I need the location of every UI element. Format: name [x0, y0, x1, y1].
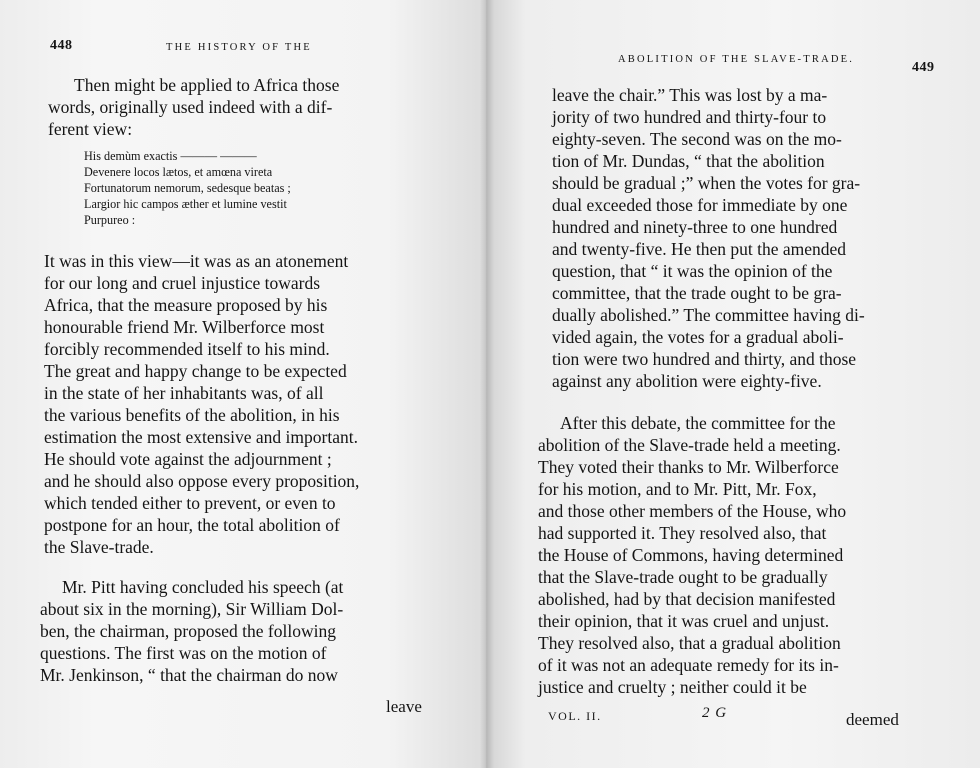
- right-catchword: deemed: [846, 710, 899, 729]
- text-line: They resolved also, that a gradual abolition: [538, 633, 841, 653]
- verse-line: Fortunatorum nemorum, sedesque beatas ;: [84, 181, 291, 195]
- text-line: questions. The first was on the motion of: [40, 643, 327, 663]
- text-line: abolished, had by that decision manifested: [538, 589, 836, 609]
- text-line: After this debate, the committee for the: [560, 413, 836, 433]
- verse-line: Largior hic campos æther et lumine vestit: [84, 197, 287, 211]
- right-running-head: ABOLITION OF THE SLAVE-TRADE.: [618, 54, 855, 65]
- left-page-number: 448: [50, 38, 73, 53]
- text-line: Mr. Pitt having concluded his speech (at: [62, 577, 344, 597]
- text-line: dually abolished.” The committee having di-: [552, 305, 865, 325]
- right-paragraph-2: [538, 412, 930, 698]
- text-line: and he should also oppose every proposition,: [44, 471, 360, 491]
- text-line: ben, the chairman, proposed the following: [40, 621, 336, 641]
- text-line: Africa, that the measure proposed by his: [44, 295, 328, 315]
- text-line: ferent view:: [48, 119, 133, 139]
- left-catchword: leave: [386, 697, 422, 716]
- right-paragraph-1: [552, 84, 938, 392]
- text-line: The great and happy change to be expected: [44, 361, 347, 381]
- text-line: of it was not an adequate remedy for its in-: [538, 655, 839, 675]
- latin-verse-quote: [84, 148, 414, 228]
- text-line: Then might be applied to Africa those: [74, 75, 340, 95]
- text-line: the Slave-trade.: [44, 537, 154, 557]
- text-line: that the Slave-trade ought to be gradually: [538, 567, 828, 587]
- text-line: in the state of her inhabitants was, of all: [44, 383, 324, 403]
- text-line: their opinion, that it was cruel and unjust.: [538, 611, 830, 631]
- text-line: forcibly recommended itself to his mind.: [44, 339, 330, 359]
- text-line: had supported it. They resolved also, that: [538, 523, 827, 543]
- text-line: estimation the most extensive and important.: [44, 427, 358, 447]
- text-line: and those other members of the House, who: [538, 501, 847, 521]
- left-intro: [48, 74, 442, 140]
- book-gutter: [480, 0, 494, 768]
- text-line: It was in this view—it was as an atonement: [44, 251, 349, 271]
- text-line: Mr. Jenkinson, “ that the chairman do now: [40, 665, 338, 685]
- text-line: vided again, the votes for a gradual aboli-: [552, 327, 844, 347]
- text-line: justice and cruelty ; neither could it be: [538, 677, 807, 697]
- gathering-mark: 2 G: [702, 705, 728, 721]
- text-line: against any abolition were eighty-five.: [552, 371, 822, 391]
- right-page: [486, 0, 980, 768]
- text-line: the House of Commons, having determined: [538, 545, 844, 565]
- text-line: They voted their thanks to Mr. Wilberforce: [538, 457, 839, 477]
- left-running-head: THE HISTORY OF THE: [166, 42, 312, 53]
- text-line: should be gradual ;” when the votes for gra-: [552, 173, 861, 193]
- text-line: jority of two hundred and thirty-four to: [552, 107, 827, 127]
- text-line: hundred and ninety-three to one hundred: [552, 217, 838, 237]
- text-line: eighty-seven. The second was on the mo-: [552, 129, 842, 149]
- text-line: dual exceeded those for immediate by one: [552, 195, 848, 215]
- text-line: for his motion, and to Mr. Pitt, Mr. Fox,: [538, 479, 817, 499]
- right-page-number: 449: [912, 60, 935, 75]
- text-line: honourable friend Mr. Wilberforce most: [44, 317, 325, 337]
- left-paragraph-1: [44, 250, 440, 558]
- text-line: for our long and cruel injustice towards: [44, 273, 321, 293]
- text-line: which tended either to prevent, or even to: [44, 493, 336, 513]
- verse-line: His demùm exactis ——— ———: [84, 149, 257, 163]
- text-line: He should vote against the adjournment ;: [44, 449, 332, 469]
- text-line: about six in the morning), Sir William Dol-: [40, 599, 344, 619]
- verse-line: Devenere locos lætos, et amœna vireta: [84, 165, 273, 179]
- volume-signature: VOL. II.: [548, 709, 602, 723]
- verse-line: Purpureo :: [84, 213, 136, 227]
- text-line: words, originally used indeed with a dif-: [48, 97, 333, 117]
- left-page: [0, 0, 486, 768]
- text-line: the various benefits of the abolition, in his: [44, 405, 340, 425]
- text-line: committee, that the trade ought to be gra-: [552, 283, 842, 303]
- left-paragraph-2: [40, 576, 436, 686]
- text-line: abolition of the Slave-trade held a meeting.: [538, 435, 841, 455]
- text-line: tion were two hundred and thirty, and those: [552, 349, 857, 369]
- text-line: postpone for an hour, the total abolition of: [44, 515, 340, 535]
- text-line: tion of Mr. Dundas, “ that the abolition: [552, 151, 825, 171]
- text-line: question, that “ it was the opinion of the: [552, 261, 833, 281]
- text-line: and twenty-five. He then put the amended: [552, 239, 846, 259]
- text-line: leave the chair.” This was lost by a ma-: [552, 85, 828, 105]
